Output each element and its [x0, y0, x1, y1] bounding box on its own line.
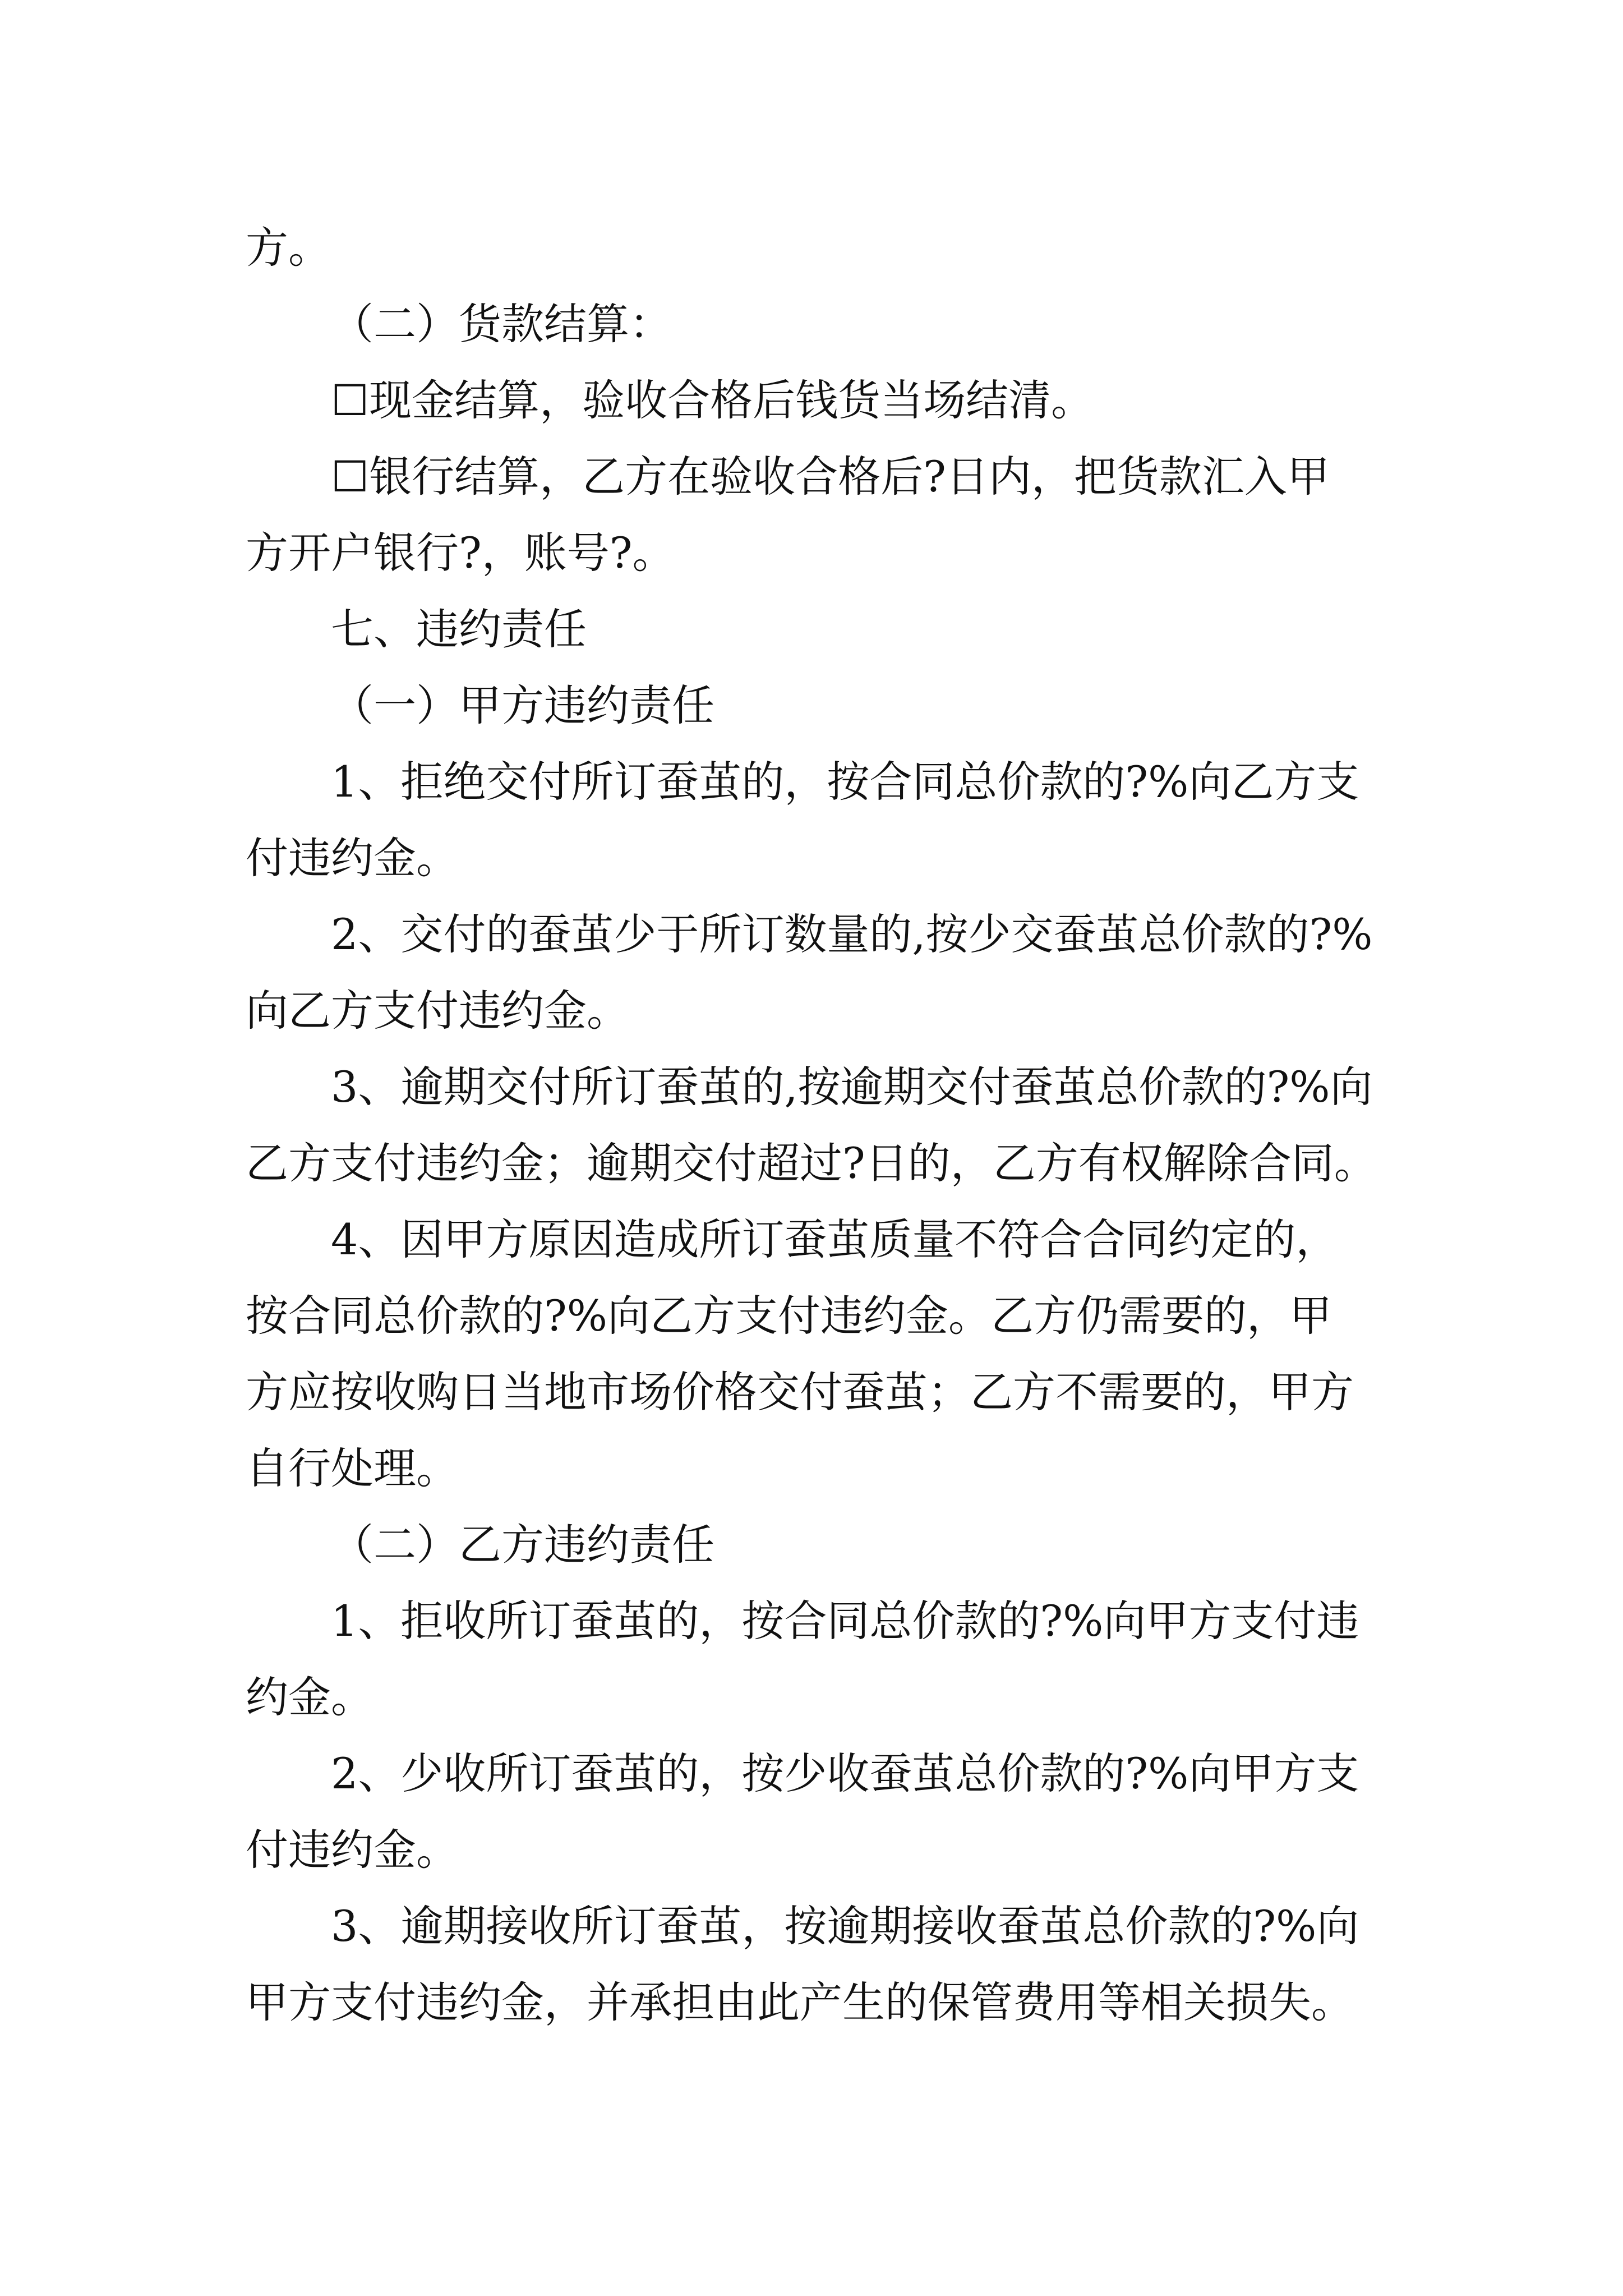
clause-line: 2、交付的蚕茧少于所订数量的,按少交蚕茧总价款的?% [331, 909, 1373, 959]
paragraph-line: 向乙方支付违约金。 [246, 986, 629, 1036]
paragraph-line: 方。 [246, 223, 331, 273]
section-heading-payment: （二）货款结算： [331, 299, 672, 349]
paragraph-line: 方开户银行?，账号?。 [246, 528, 675, 578]
paragraph-line: 付违约金。 [246, 1825, 459, 1875]
option-bank-settlement: ☐银行结算，乙方在验收合格后?日内，把货款汇入甲 [331, 452, 1330, 501]
paragraph-line: 乙方支付违约金；逾期交付超过?日的，乙方有权解除合同。 [246, 1138, 1377, 1188]
clause-line: 3、逾期接收所订蚕茧，按逾期接收蚕茧总价款的?%向 [331, 1901, 1359, 1951]
subsection-heading-party-a: （一）甲方违约责任 [331, 680, 714, 730]
clause-line: 1、拒收所订蚕茧的，按合同总价款的?%向甲方支付违 [331, 1596, 1359, 1646]
paragraph-line: 方应按收购日当地市场价格交付蚕茧；乙方不需要的，甲方 [246, 1367, 1354, 1417]
subsection-heading-party-b: （二）乙方违约责任 [331, 1520, 714, 1570]
option-cash-settlement: ☐现金结算，验收合格后钱货当场结清。 [331, 375, 1094, 425]
clause-line: 3、逾期交付所订蚕茧的,按逾期交付蚕茧总价款的?%向 [331, 1062, 1373, 1112]
clause-line: 2、少收所订蚕茧的，按少收蚕茧总价款的?%向甲方支 [331, 1749, 1359, 1798]
clause-line: 4、因甲方原因造成所订蚕茧质量不符合合同约定的， [331, 1214, 1339, 1264]
paragraph-line: 付违约金。 [246, 833, 459, 883]
section-heading-liability: 七、违约责任 [331, 604, 587, 654]
clause-line: 1、拒绝交付所订蚕茧的，按合同总价款的?%向乙方支 [331, 757, 1359, 807]
paragraph-line: 自行处理。 [246, 1443, 459, 1493]
paragraph-line: 甲方支付违约金，并承担由此产生的保管费用等相关损失。 [246, 1977, 1354, 2027]
paragraph-line: 约金。 [246, 1672, 374, 1722]
paragraph-line: 按合同总价款的?%向乙方支付违约金。乙方仍需要的，甲 [246, 1291, 1332, 1341]
